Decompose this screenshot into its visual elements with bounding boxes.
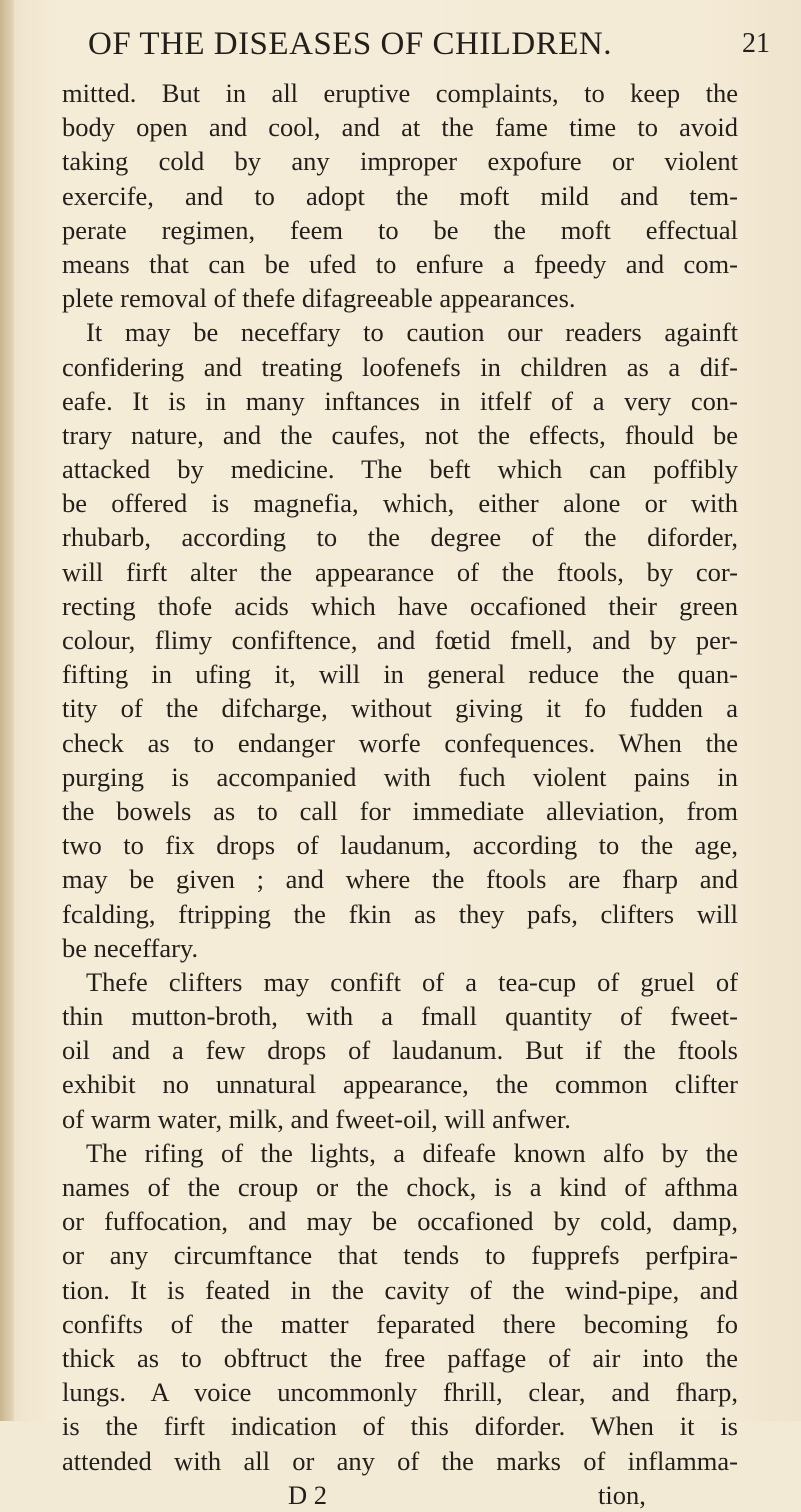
text-line: colour, flimy confiftence, and fœtid fmell, and by per- xyxy=(62,625,738,655)
text-line: perate regimen, feem to be the moft effectual xyxy=(62,214,738,245)
text-line: trary nature, and the caufes, not the effects, fhould be xyxy=(62,419,738,450)
text-line: mitted. But in all eruptive complaints, to keep the xyxy=(62,78,738,108)
text-line: confifts of the matter feparated there becoming fo xyxy=(62,1308,738,1339)
text-line: fifting in ufing it, will in general reduce the quan- xyxy=(62,659,738,690)
text-line: body open and cool, and at the fame time to avoid xyxy=(62,112,738,143)
page-number: 21 xyxy=(742,28,770,59)
text-line: exhibit no unnatural appearance, the common clifter xyxy=(62,1069,738,1100)
text-line: of warm water, milk, and fweet-oil, will anfwer. xyxy=(62,1103,571,1134)
text-line: confidering and treating loofenefs in children as a dif- xyxy=(62,351,738,382)
page-gutter xyxy=(0,0,14,1421)
text-line: the bowels as to call for immediate alleviation, from xyxy=(62,795,738,826)
text-line: thin mutton-broth, with a fmall quantity of fweet- xyxy=(62,1001,738,1032)
text-line: lungs. A voice uncommonly fhrill, clear, and fharp, xyxy=(62,1377,738,1408)
text-line: The rifing of the lights, a difeafe known alfo by the xyxy=(86,1137,738,1168)
footer-line xyxy=(62,1478,738,1512)
text-line: be neceffary. xyxy=(62,932,199,963)
text-line: thick as to obftruct the free paffage of air into the xyxy=(62,1342,738,1373)
text-line: Thefe clifters may confift of a tea-cup of gruel of xyxy=(86,966,738,997)
text-line: eafe. It is in many inftances in itfelf of a very con- xyxy=(62,385,738,416)
text-line: recting thofe acids which have occafioned their green xyxy=(62,590,738,621)
text-line: will firft alter the appearance of the ftools, by cor- xyxy=(62,556,738,587)
text-line: attacked by medicine. The beft which can poffibly xyxy=(62,454,738,485)
text-line: It may be neceffary to caution our readers againft xyxy=(86,317,738,348)
text-line: purging is accompanied with fuch violent pains in xyxy=(62,761,738,792)
text-line: oil and a few drops of laudanum. But if the ftools xyxy=(62,1035,738,1066)
text-line: be offered is magnefia, which, either alone or with xyxy=(62,488,738,519)
signature-mark: D 2 xyxy=(288,1479,328,1510)
text-line: tion. It is feated in the cavity of the wind-pipe, and xyxy=(62,1274,738,1305)
text-line: two to fix drops of laudanum, according to the age, xyxy=(62,830,738,861)
body-text xyxy=(62,76,738,1512)
text-line: names of the croup or the chock, is a kind of afthma xyxy=(62,1172,738,1202)
text-line: exercife, and to adopt the moft mild and tem- xyxy=(62,180,738,211)
running-head: OF THE DISEASES OF CHILDREN. xyxy=(88,26,613,62)
text-line: taking cold by any improper expofure or violent xyxy=(62,146,738,177)
text-line: fcalding, ftripping the fkin as they pafs, clifters will xyxy=(62,898,738,929)
text-line: or any circumftance that tends to fupprefs perfpira- xyxy=(62,1240,738,1271)
text-line: may be given ; and where the ftools are fharp and xyxy=(62,864,738,895)
text-line: rhubarb, according to the degree of the diforder, xyxy=(62,522,738,553)
text-line: means that can be ufed to enfure a fpeedy and com- xyxy=(62,248,738,279)
text-line: attended with all or any of the marks of inflamma- xyxy=(62,1445,738,1476)
catchword: tion, xyxy=(598,1479,646,1510)
text-line: is the firft indication of this diforder. When it is xyxy=(62,1411,738,1442)
text-line: tity of the difcharge, without giving it fo fudden a xyxy=(62,693,738,724)
text-line: or fuffocation, and may be occafioned by cold, damp, xyxy=(62,1206,738,1237)
page-header xyxy=(40,20,770,72)
text-line: plete removal of thefe difagreeable appearances. xyxy=(62,283,576,314)
text-line: check as to endanger worfe confequences. When the xyxy=(62,727,738,758)
